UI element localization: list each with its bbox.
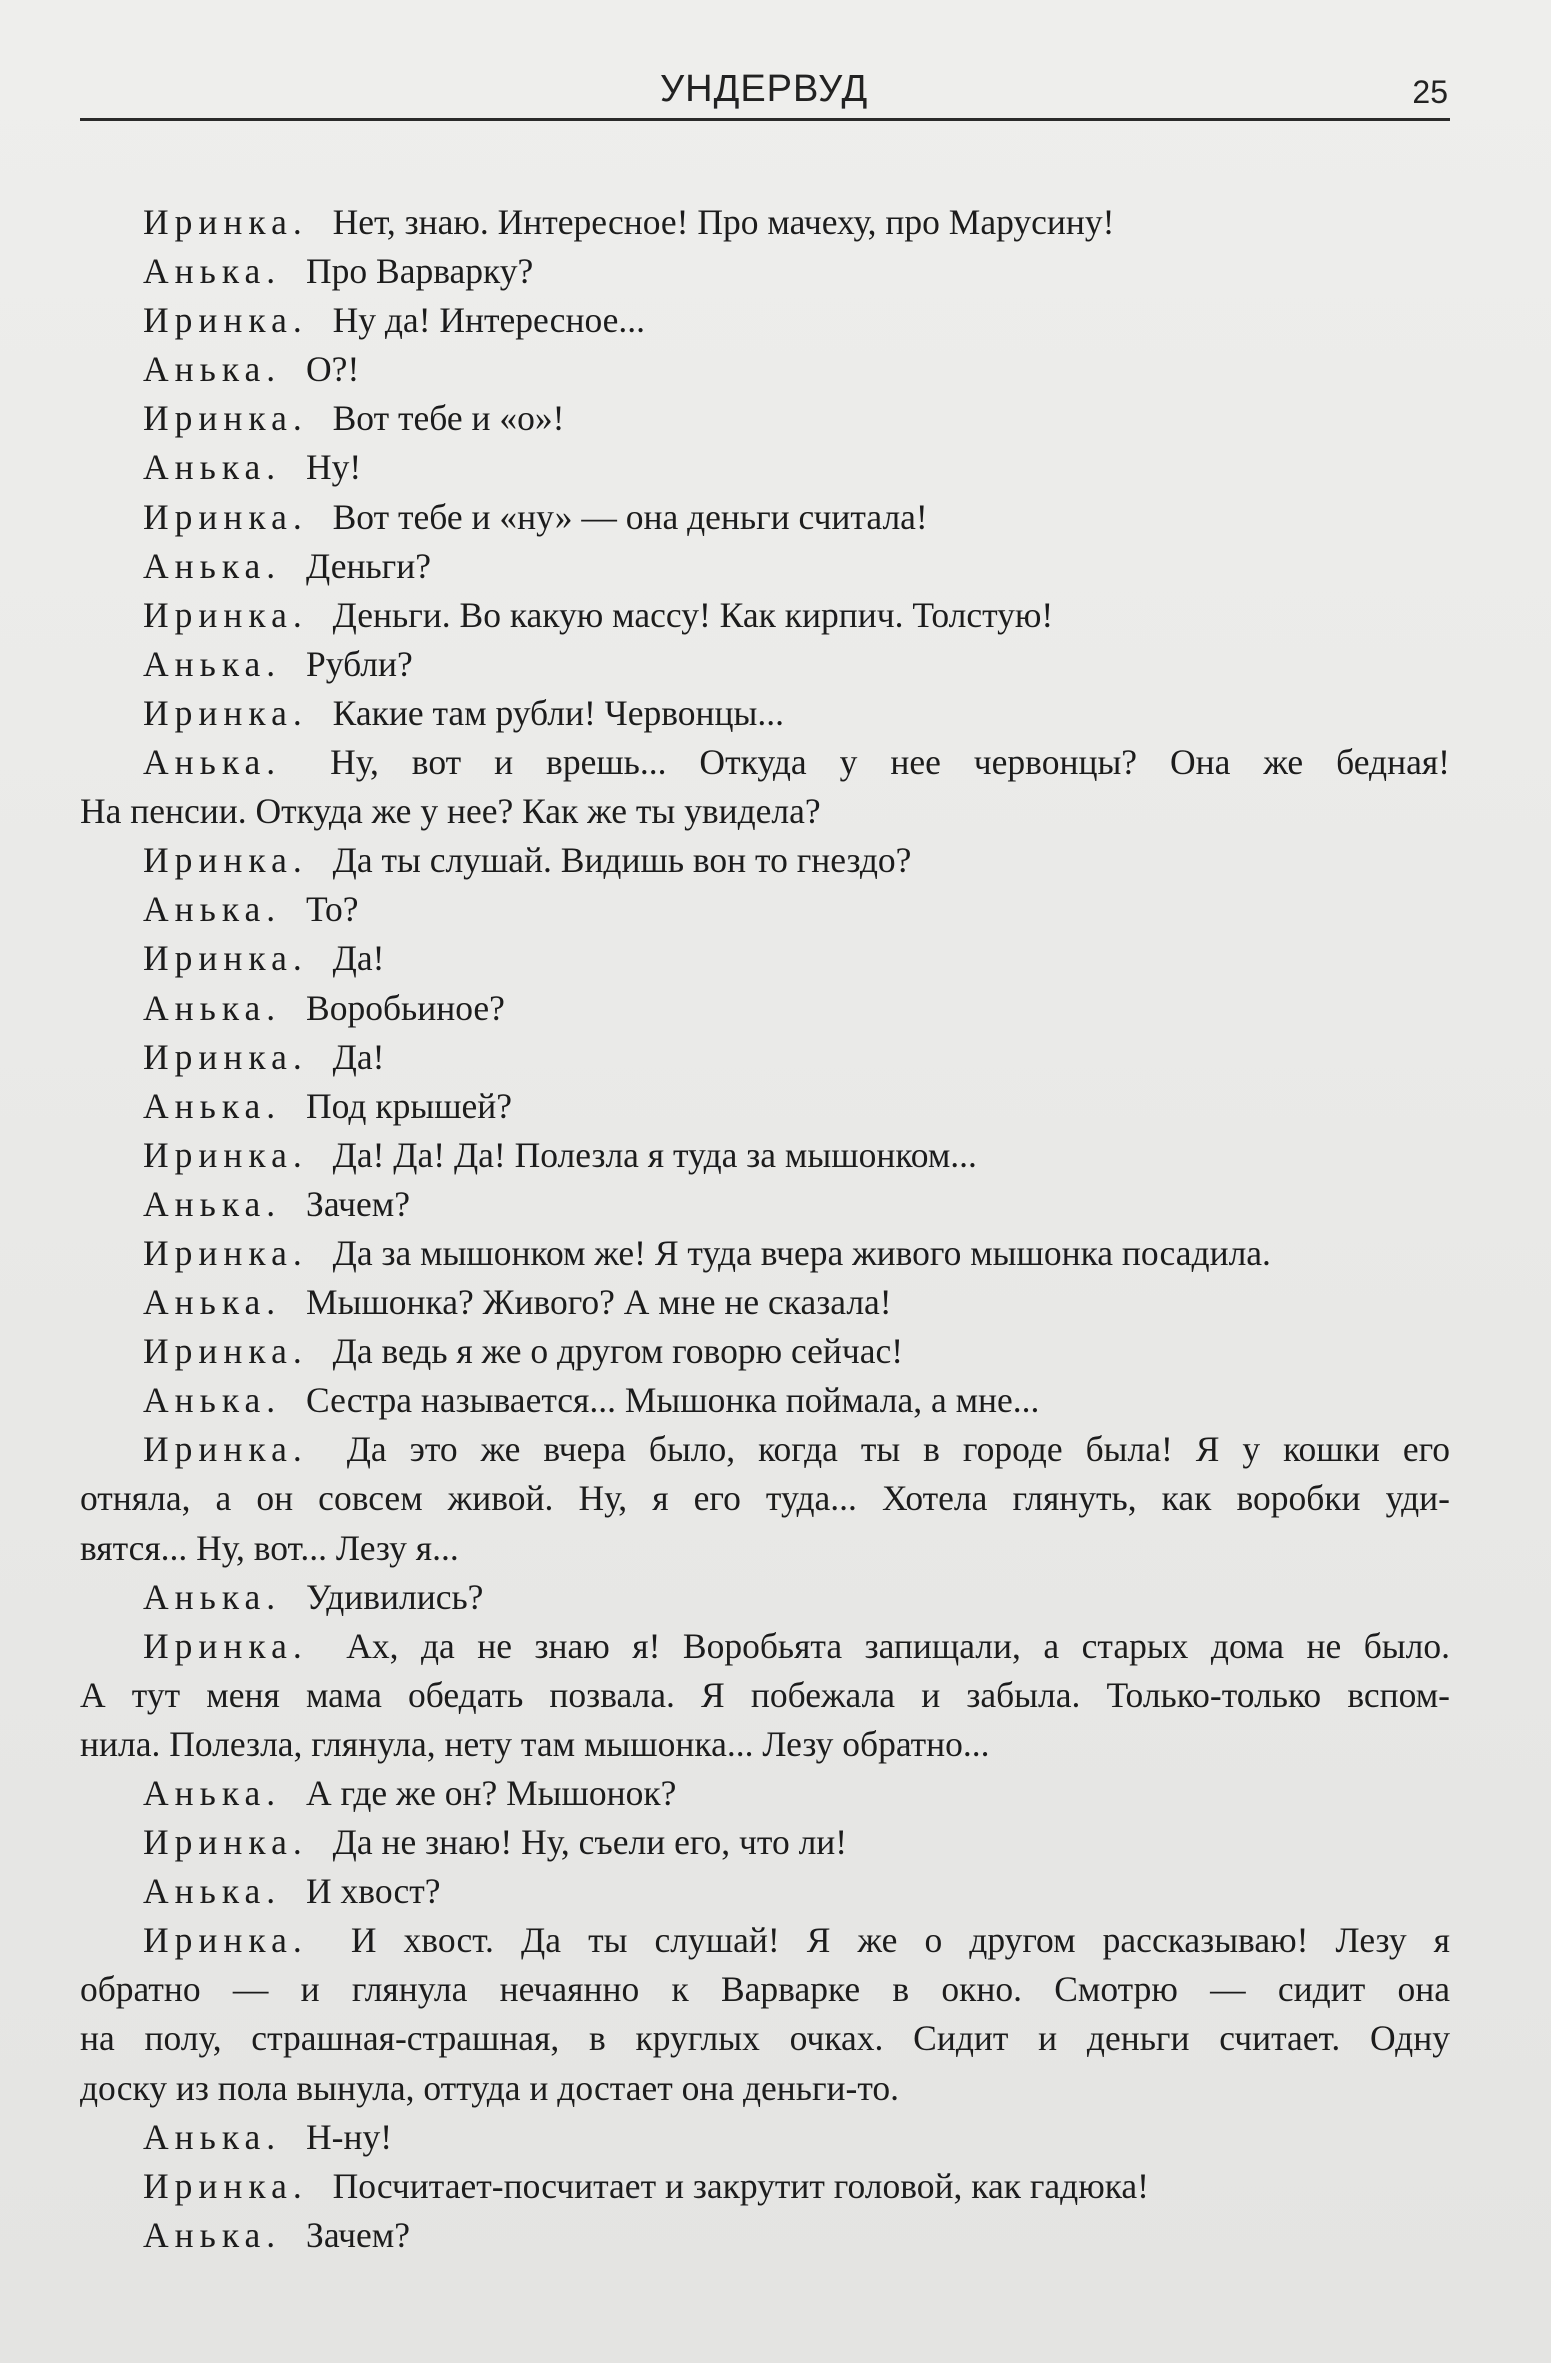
- text-line: [80, 1180, 1450, 1229]
- speaker-name: Иринка.: [143, 398, 308, 439]
- running-header: [80, 62, 1450, 121]
- text-line: [80, 591, 1450, 640]
- speaker-name: Анька.: [143, 2214, 282, 2255]
- line-text: Вот тебе и «о»!: [332, 398, 565, 439]
- text-line: [80, 1131, 1450, 1180]
- speaker-name: Иринка.: [143, 1036, 308, 1077]
- text-line: [80, 1573, 1450, 1622]
- text-line: [80, 934, 1450, 983]
- speaker-name: Анька.: [143, 742, 282, 783]
- line-text: Удивились?: [306, 1576, 484, 1617]
- line-text: И хвост?: [306, 1871, 441, 1912]
- line-text: Ах, да не знаю я! Воробьята запищали, а старых дома не было.: [346, 1625, 1450, 1666]
- line-text: Да не знаю! Ну, съели его, что ли!: [332, 1822, 848, 1863]
- text-line: [80, 2064, 1450, 2113]
- text-line: [80, 2113, 1450, 2162]
- text-line: [80, 640, 1450, 689]
- speaker-name: Анька.: [143, 1380, 282, 1421]
- speaker-name: Иринка.: [143, 594, 308, 635]
- line-text: Зачем?: [306, 2214, 410, 2255]
- line-text: доску из пола вынула, оттуда и достает она деньги-то.: [80, 2067, 900, 2108]
- line-text: То?: [306, 889, 359, 930]
- text-line: [80, 247, 1450, 296]
- line-text: Н-ну!: [306, 2116, 393, 2157]
- speaker-name: Иринка.: [143, 496, 308, 537]
- text-line: [80, 1867, 1450, 1916]
- text-line: [80, 1622, 1450, 1671]
- line-text: Нет, знаю. Интересное! Про мачеху, про Марусину!: [332, 202, 1115, 242]
- text-line: [80, 542, 1450, 591]
- speaker-name: Иринка.: [143, 1429, 308, 1470]
- text-line: [80, 1818, 1450, 1867]
- speaker-name: Анька.: [143, 2116, 282, 2157]
- speaker-name: Анька.: [143, 1773, 282, 1813]
- line-text: Да это же вчера было, когда ты в городе была! Я у кошки его: [346, 1429, 1451, 1470]
- line-text: Про Варварку?: [306, 251, 534, 292]
- line-text: И хвост. Да ты слушай! Я же о другом рассказываю! Лезу я: [350, 1920, 1450, 1961]
- text-line: [80, 787, 1450, 836]
- text-line: [80, 1425, 1450, 1474]
- line-text: Какие там рубли! Червонцы...: [332, 692, 784, 733]
- line-text: нила. Полезла, глянула, нету там мышонка... Лезу обратно...: [80, 1723, 990, 1764]
- line-text: отняла, а он совсем живой. Ну, я его туда... Хотела глянуть, как воробки уди-: [80, 1478, 1450, 1519]
- line-text: Воробьиное?: [306, 987, 505, 1028]
- speaker-name: Анька.: [143, 1085, 282, 1126]
- text-line: [80, 1278, 1450, 1327]
- speaker-name: Анька.: [143, 889, 282, 930]
- line-text: Да ведь я же о другом говорю сейчас!: [332, 1331, 904, 1372]
- dialogue-text: [80, 198, 1450, 2260]
- speaker-name: Иринка.: [143, 1822, 308, 1863]
- text-line: [80, 689, 1450, 738]
- line-text: Ну!: [306, 447, 362, 488]
- text-line: [80, 2014, 1450, 2063]
- text-line: [80, 394, 1450, 443]
- speaker-name: Анька.: [143, 987, 282, 1028]
- line-text: обратно — и глянула нечаянно к Варварке в окно. Смотрю — сидит она: [80, 1969, 1450, 2010]
- text-line: [80, 1229, 1450, 1278]
- speaker-name: Анька.: [143, 349, 282, 390]
- line-text: Да!: [332, 1036, 385, 1077]
- line-text: вятся... Ну, вот... Лезу я...: [80, 1527, 459, 1568]
- speaker-name: Анька.: [143, 1871, 282, 1912]
- text-line: [80, 1033, 1450, 1082]
- text-line: [80, 1082, 1450, 1131]
- text-line: [80, 1720, 1450, 1769]
- text-line: [80, 1524, 1450, 1573]
- running-title: УНДЕРВУД: [660, 68, 869, 110]
- text-line: [80, 1671, 1450, 1720]
- speaker-name: Анька.: [143, 251, 282, 292]
- line-text: Да! Да! Да! Полезла я туда за мышонком...: [332, 1134, 977, 1175]
- text-line: [80, 1474, 1450, 1523]
- text-line: [80, 296, 1450, 345]
- speaker-name: Анька.: [143, 643, 282, 684]
- speaker-name: Иринка.: [143, 1331, 308, 1372]
- speaker-name: Анька.: [143, 545, 282, 586]
- line-text: Вот тебе и «ну» — она деньги считала!: [332, 496, 928, 537]
- line-text: А где же он? Мышонок?: [306, 1773, 677, 1813]
- line-text: Мышонка? Живого? А мне не сказала!: [306, 1282, 892, 1323]
- line-text: На пенсии. Откуда же у нее? Как же ты увидела?: [80, 791, 821, 832]
- speaker-name: Иринка.: [143, 840, 308, 881]
- line-text: Ну да! Интересное...: [332, 300, 646, 341]
- line-text: А тут меня мама обедать позвала. Я побежала и забыла. Только-только вспом-: [80, 1674, 1450, 1715]
- text-line: [80, 984, 1450, 1033]
- speaker-name: Иринка.: [143, 2165, 308, 2206]
- text-line: [80, 1965, 1450, 2014]
- text-line: [80, 1769, 1450, 1818]
- text-line: [80, 345, 1450, 394]
- line-text: Посчитает-посчитает и закрутит головой, как гадюка!: [332, 2165, 1150, 2206]
- line-text: Деньги. Во какую массу! Как кирпич. Толстую!: [332, 594, 1054, 635]
- speaker-name: Анька.: [143, 1183, 282, 1224]
- text-line: [80, 738, 1450, 787]
- speaker-name: Иринка.: [143, 1625, 308, 1666]
- speaker-name: Анька.: [143, 1282, 282, 1323]
- speaker-name: Иринка.: [143, 938, 308, 979]
- line-text: Сестра называется... Мышонка поймала, а мне...: [306, 1380, 1040, 1421]
- speaker-name: Иринка.: [143, 1920, 308, 1961]
- text-line: [80, 836, 1450, 885]
- text-line: [80, 493, 1450, 542]
- line-text: О?!: [306, 349, 360, 390]
- line-text: на полу, страшная-страшная, в круглых очках. Сидит и деньги считает. Одну: [80, 2018, 1450, 2059]
- line-text: Ну, вот и врешь... Откуда у нее червонцы? Она же бедная!: [330, 742, 1450, 783]
- speaker-name: Иринка.: [143, 1232, 308, 1273]
- line-text: Да ты слушай. Видишь вон то гнездо?: [332, 840, 912, 881]
- speaker-name: Иринка.: [143, 692, 308, 733]
- text-line: [80, 2211, 1450, 2260]
- line-text: Да!: [332, 938, 385, 979]
- line-text: Под крышей?: [306, 1085, 513, 1126]
- text-line: [80, 2162, 1450, 2211]
- text-line: [80, 443, 1450, 492]
- line-text: Деньги?: [306, 545, 431, 586]
- text-line: [80, 198, 1450, 247]
- line-text: Да за мышонком же! Я туда вчера живого мышонка посадила.: [332, 1232, 1271, 1273]
- speaker-name: Анька.: [143, 1576, 282, 1617]
- speaker-name: Анька.: [143, 447, 282, 488]
- text-line: [80, 1916, 1450, 1965]
- line-text: Рубли?: [306, 643, 413, 684]
- speaker-name: Иринка.: [143, 202, 308, 242]
- text-line: [80, 885, 1450, 934]
- speaker-name: Иринка.: [143, 1134, 308, 1175]
- page-number: 25: [1412, 74, 1448, 110]
- speaker-name: Иринка.: [143, 300, 308, 341]
- text-line: [80, 1376, 1450, 1425]
- text-line: [80, 1327, 1450, 1376]
- line-text: Зачем?: [306, 1183, 410, 1224]
